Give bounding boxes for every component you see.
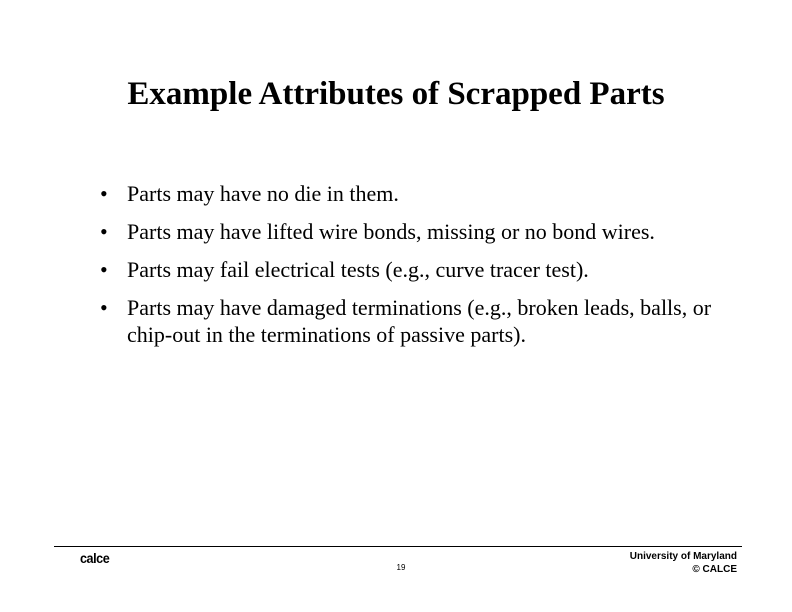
footer-divider	[54, 546, 742, 547]
bullet-dot-icon: •	[100, 219, 108, 244]
bullet-text: Parts may have no die in them.	[127, 181, 399, 206]
bullet-item	[100, 294, 740, 348]
bullet-text: Parts may have lifted wire bonds, missing or no bond wires.	[127, 219, 655, 244]
calce-logo: calce	[80, 550, 110, 566]
bullet-text: Parts may fail electrical tests (e.g., curve tracer test).	[127, 257, 589, 282]
footer-attribution	[630, 550, 737, 576]
organization-name: University of Maryland	[629, 551, 737, 562]
bullet-list	[100, 180, 740, 359]
slide-title: Example Attributes of Scrapped Parts	[127, 76, 665, 112]
bullet-dot-icon: •	[100, 295, 108, 320]
bullet-item	[100, 180, 740, 207]
bullet-item	[100, 218, 740, 245]
bullet-dot-icon: •	[100, 257, 108, 282]
bullet-text: Parts may have damaged terminations (e.g., broken leads, balls, or chip-out in the terminations of passive parts).	[127, 295, 712, 347]
bullet-item	[100, 256, 740, 283]
page-number: 19	[396, 563, 406, 572]
bullet-dot-icon: •	[100, 181, 108, 206]
copyright-notice: © CALCE	[692, 564, 737, 575]
